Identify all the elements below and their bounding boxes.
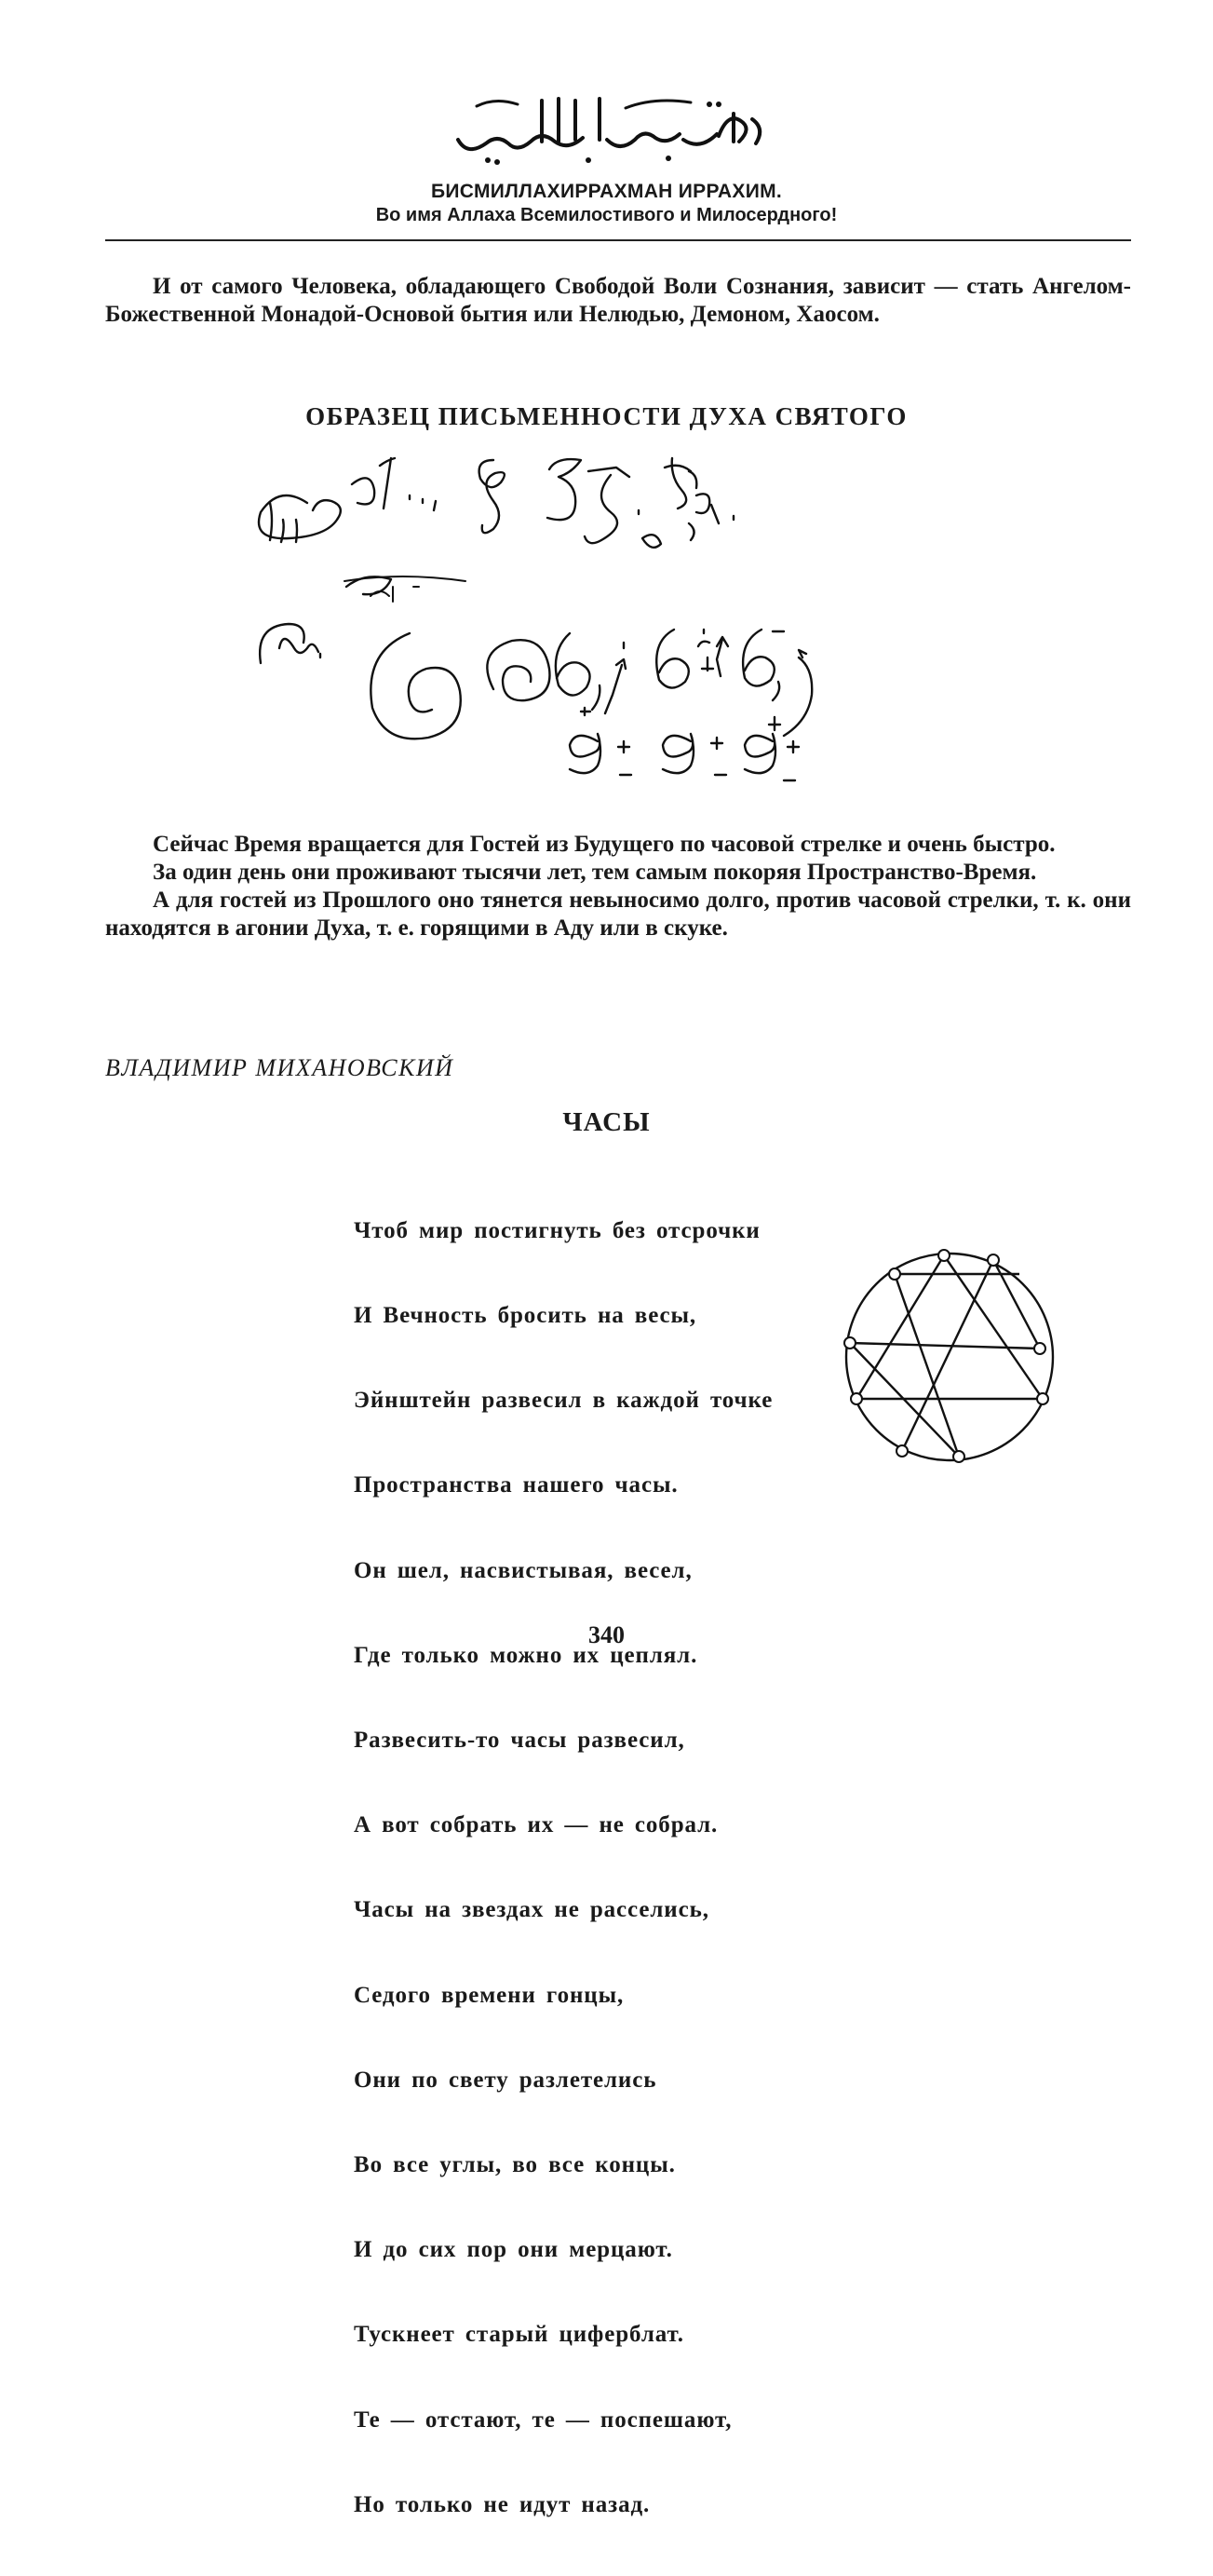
clock-paragraph: А для гостей из Прошлого оно тянется невыносимо долго, против часовой стрелки, т. к. они находятся в агонии Духа, т. е. горящими в Аду или в скуке. bbox=[105, 888, 1131, 941]
poem-body bbox=[354, 1160, 773, 2576]
poem-line: Тускнеет старый циферблат. bbox=[354, 2322, 684, 2348]
poem-line: Во все углы, во все концы. bbox=[354, 2152, 676, 2178]
header-divider bbox=[105, 239, 1131, 241]
poem-line: А вот собрать их — не собрал. bbox=[354, 1812, 719, 1838]
poem-line: И до сих пор они мерцают. bbox=[354, 2237, 673, 2263]
intro-paragraph bbox=[105, 273, 1131, 329]
poem-line: Те — отстают, те — поспешают, bbox=[354, 2407, 733, 2433]
section-title: ОБРАЗЕЦ ПИСЬМЕННОСТИ ДУХА СВЯТОГО bbox=[305, 402, 908, 430]
intro-paragraph-text: И от самого Человека, обладающего Свободой Воли Сознания, зависит — стать Ангелом-Божественной Монадой-Основой бытия или Нелюдью, Демоном, Хаосом. bbox=[105, 274, 1131, 327]
poem-line: И Вечность бросить на весы, bbox=[354, 1303, 697, 1329]
poem-line: Пространства нашего часы. bbox=[354, 1472, 679, 1498]
poem-line: Он шел, насвистывая, весел, bbox=[354, 1557, 693, 1583]
poem-line: Они по свету разлетелись bbox=[354, 2067, 657, 2093]
bismillah-header bbox=[0, 86, 1213, 226]
clock-paragraph: Сейчас Время вращается для Гостей из Будущего по часовой стрелке и очень быстро. bbox=[153, 832, 1056, 857]
poem-line: Развесить-то часы развесил, bbox=[354, 1728, 685, 1754]
poem-line: Где только можно их цеплял. bbox=[354, 1642, 698, 1668]
bismillah-translation: Во имя Аллаха Всемилостивого и Милосердного! bbox=[375, 205, 838, 225]
poem-line: Седого времени гонцы, bbox=[354, 1982, 625, 2008]
circle-triangles-diagram bbox=[833, 1241, 1066, 1473]
bismillah-transliteration: БИСМИЛЛАХИРРАХМАН ИРРАХИМ. bbox=[430, 181, 783, 202]
poem-title: ЧАСЫ bbox=[562, 1107, 651, 1137]
holy-spirit-script-sample bbox=[251, 447, 996, 810]
page-number: 340 bbox=[588, 1621, 625, 1648]
clock-paragraphs bbox=[105, 831, 1131, 942]
poem-line: Чтоб мир постигнуть без отсрочки bbox=[354, 1217, 761, 1243]
poem-line: Эйнштейн развесил в каждой точке bbox=[354, 1388, 774, 1414]
clock-paragraph: За один день они проживают тысячи лет, тем самым покоряя Пространство-Время. bbox=[153, 860, 1037, 885]
poem-line: Часы на звездах не расселись, bbox=[354, 1897, 709, 1923]
poem-author: ВЛАДИМИР МИХАНОВСКИЙ bbox=[105, 1054, 454, 1081]
arabic-calligraphy-logo bbox=[439, 86, 775, 175]
poem-line: Но только не идут назад. bbox=[354, 2491, 651, 2517]
